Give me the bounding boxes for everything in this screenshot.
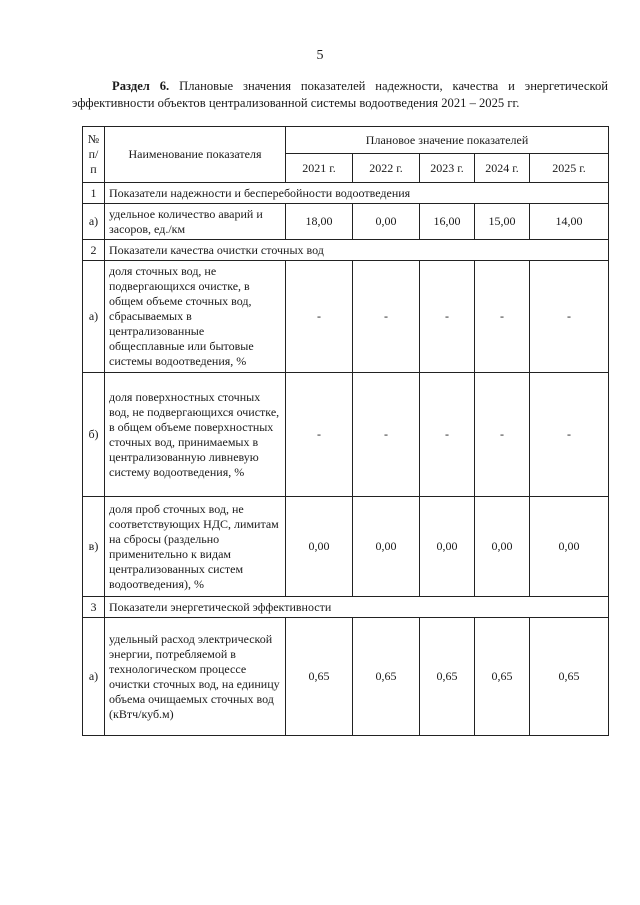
- indicator-name: доля сточных вод, не подвергающихся очистке, в общем объеме сточных вод, сбрасываемых в централизованные общесплавные или бытовые системы водоотведения, %: [105, 261, 286, 373]
- value-cell: -: [353, 261, 420, 373]
- value-cell: 16,00: [420, 204, 475, 240]
- value-cell: 0,00: [353, 204, 420, 240]
- header-year: 2023 г.: [420, 154, 475, 183]
- value-cell: 0,00: [286, 497, 353, 597]
- section-number: 1: [83, 183, 105, 204]
- table-row: [83, 373, 609, 497]
- value-cell: -: [475, 261, 530, 373]
- header-indicator-name: Наименование показателя: [105, 127, 286, 183]
- indicator-name: доля поверхностных сточных вод, не подвергающихся очистке, в общем объеме поверхностных сточных вод, принимаемых в централизованную ливневую систему водоотведения, %: [105, 373, 286, 497]
- page-number: 5: [316, 48, 324, 63]
- indicator-name: доля проб сточных вод, не соответствующих НДС, лимитам на сбросы (раздельно применительно к видам централизованных систем водоотведения), %: [105, 497, 286, 597]
- value-cell: 0,65: [475, 618, 530, 736]
- value-cell: 0,65: [420, 618, 475, 736]
- value-cell: 0,00: [530, 497, 609, 597]
- value-cell: -: [353, 373, 420, 497]
- section-heading-lead: Раздел 6.: [112, 79, 170, 93]
- value-cell: 18,00: [286, 204, 353, 240]
- section-title: Показатели качества очистки сточных вод: [105, 240, 609, 261]
- header-number: № п/п: [83, 127, 105, 183]
- indicator-name: удельное количество аварий и засоров, ед./км: [105, 204, 286, 240]
- value-cell: 0,65: [530, 618, 609, 736]
- indicator-name: удельный расход электрической энергии, потребляемой в технологическом процессе очистки сточных вод, на единицу объема очищаемых сточных вод (кВтч/куб.м): [105, 618, 286, 736]
- value-cell: -: [286, 261, 353, 373]
- section-row: [83, 597, 609, 618]
- value-cell: -: [530, 261, 609, 373]
- section-number: 3: [83, 597, 105, 618]
- value-cell: -: [286, 373, 353, 497]
- header-year: 2022 г.: [353, 154, 420, 183]
- section-row: [83, 240, 609, 261]
- row-index: б): [83, 373, 105, 497]
- plan-indicators-table: [82, 126, 609, 736]
- row-index: в): [83, 497, 105, 597]
- value-cell: -: [420, 373, 475, 497]
- value-cell: 0,00: [420, 497, 475, 597]
- table-row: [83, 204, 609, 240]
- header-planned-values: Плановое значение показателей: [286, 127, 609, 154]
- value-cell: 0,65: [286, 618, 353, 736]
- row-index: а): [83, 261, 105, 373]
- section-heading-text: Плановые значения показателей надежности, качества и энергетической эффективности объектов централизованной системы водоотведения 2021 – 2025 гг.: [72, 79, 608, 110]
- row-index: а): [83, 618, 105, 736]
- section-heading: [72, 78, 608, 112]
- section-number: 2: [83, 240, 105, 261]
- section-title: Показатели энергетической эффективности: [105, 597, 609, 618]
- section-row: [83, 183, 609, 204]
- value-cell: 0,65: [353, 618, 420, 736]
- value-cell: 0,00: [353, 497, 420, 597]
- value-cell: 0,00: [475, 497, 530, 597]
- section-title: Показатели надежности и бесперебойности водоотведения: [105, 183, 609, 204]
- table-row: [83, 497, 609, 597]
- value-cell: -: [475, 373, 530, 497]
- value-cell: 14,00: [530, 204, 609, 240]
- value-cell: -: [530, 373, 609, 497]
- header-year: 2021 г.: [286, 154, 353, 183]
- header-year: 2024 г.: [475, 154, 530, 183]
- header-year: 2025 г.: [530, 154, 609, 183]
- table-row: [83, 618, 609, 736]
- value-cell: -: [420, 261, 475, 373]
- table-row: [83, 261, 609, 373]
- row-index: а): [83, 204, 105, 240]
- value-cell: 15,00: [475, 204, 530, 240]
